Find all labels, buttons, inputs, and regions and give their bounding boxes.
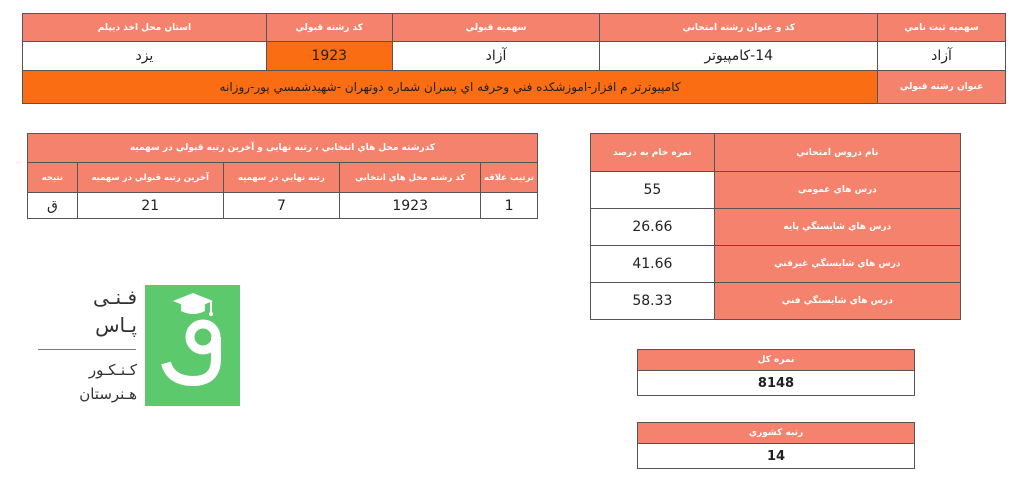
- header-diploma-province: استان محل اخذ ديپلم: [23, 14, 267, 42]
- percent-cell: 58.33: [591, 283, 715, 320]
- course-name-cell: درس هاي شايستگي غيرفني: [714, 246, 960, 283]
- national-rank-value: 14: [638, 444, 915, 469]
- header-choice-code: کد رشته محل هاي انتخابي: [340, 163, 481, 193]
- table-row: [591, 246, 961, 283]
- accepted-field-value: کامپيوترتر م افزار-اموزشکده فني وحرفه اي پسران شماره دوتهران -شهيدشمسي پور-روزانه: [23, 71, 878, 104]
- accepted-quota-value: آزاد: [392, 42, 600, 71]
- national-rank-box: [637, 422, 915, 469]
- header-last-accepted-rank: آخرين رتبه قبولي در سهميه: [77, 163, 223, 193]
- header-final-rank: رتبه نهايي در سهميه: [223, 163, 340, 193]
- percent-cell: 41.66: [591, 246, 715, 283]
- logo-word-fanni: فـنـی: [93, 285, 137, 309]
- total-score-box: [637, 349, 915, 396]
- header-exam-field: کد و عنوان رشته امتحاني: [600, 14, 878, 42]
- preference-order-cell: 1: [481, 193, 538, 219]
- logo-divider: [38, 349, 136, 350]
- percent-cell: 55: [591, 172, 715, 209]
- exam-field-value: 14-کامپيوتر: [600, 42, 878, 71]
- header-registration-quota: سهميه ثبت نامي: [878, 14, 1006, 42]
- total-score-value: 8148: [638, 371, 915, 396]
- table-row: [591, 283, 961, 320]
- header-result: نتيجه: [28, 163, 78, 193]
- choices-table: [27, 133, 538, 219]
- national-rank-label: رتبه کشوري: [638, 423, 915, 444]
- scores-table: [590, 133, 961, 320]
- diploma-province-value: يزد: [23, 42, 267, 71]
- graduation-cap-icon: [145, 285, 240, 406]
- final-rank-cell: 7: [223, 193, 340, 219]
- choice-code-cell: 1923: [340, 193, 481, 219]
- header-raw-percent: نمره خام به درصد: [591, 134, 715, 172]
- table-row: [28, 193, 538, 219]
- logo-mark: [145, 285, 240, 406]
- logo-word-honarestan: هـنرستان: [79, 385, 137, 403]
- registration-table: [22, 13, 1006, 104]
- header-course-name: نام دروس امتحاني: [714, 134, 960, 172]
- result-cell: ق: [28, 193, 78, 219]
- choices-table-title: کدرشته محل هاي انتخابي ، رتبه نهايي و آخرين رتبه قبولي در سهميه: [28, 134, 538, 163]
- table-row: [591, 209, 961, 246]
- header-accepted-quota: سهميه قبولي: [392, 14, 600, 42]
- header-accepted-code: کد رشته قبولي: [266, 14, 392, 42]
- course-name-cell: درس هاي شايستگي پايه: [714, 209, 960, 246]
- header-preference-order: ترتيب علاقه: [481, 163, 538, 193]
- table-row: [591, 172, 961, 209]
- accepted-code-value: 1923: [266, 42, 392, 71]
- logo-word-pass: پـاس: [95, 313, 137, 337]
- percent-cell: 26.66: [591, 209, 715, 246]
- logo-word-konkur: کـنـکـور: [88, 361, 137, 379]
- course-name-cell: درس هاي شايستگي فني: [714, 283, 960, 320]
- registration-quota-value: آزاد: [878, 42, 1006, 71]
- total-score-label: نمره کل: [638, 350, 915, 371]
- accepted-field-label: عنوان رشته قبولي: [878, 71, 1006, 104]
- fanni-pass-logo: [36, 285, 242, 407]
- last-accepted-rank-cell: 21: [77, 193, 223, 219]
- course-name-cell: درس هاي عمومي: [714, 172, 960, 209]
